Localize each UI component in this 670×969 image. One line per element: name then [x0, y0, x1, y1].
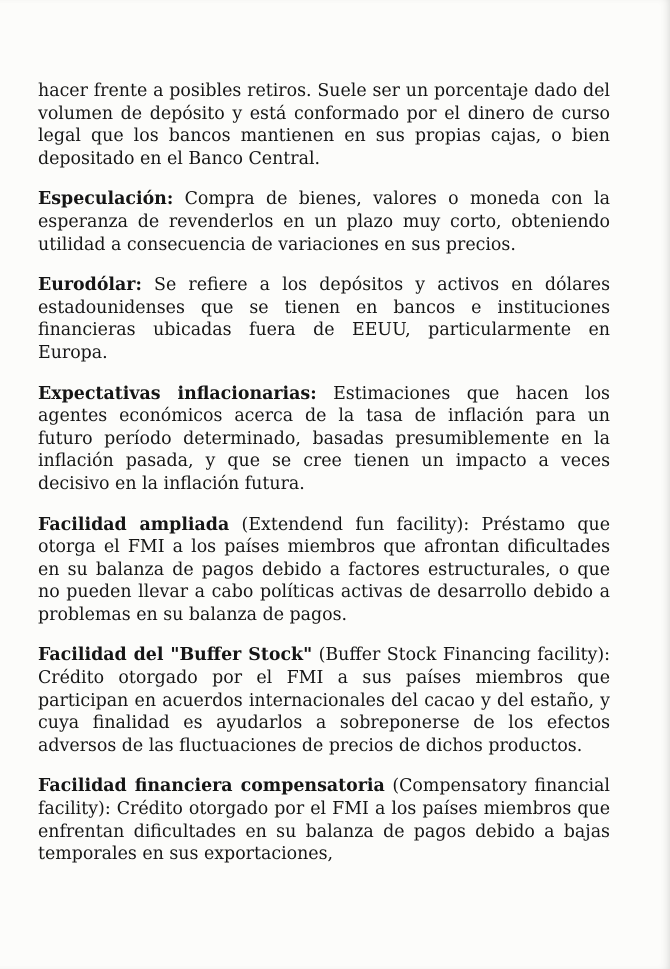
glossary-term: Facilidad ampliada — [38, 514, 230, 535]
glossary-term: Facilidad financiera compensatoria — [38, 776, 385, 797]
glossary-entry-facilidad-buffer-stock — [38, 644, 610, 757]
glossary-entry-facilidad-ampliada — [38, 514, 610, 627]
glossary-entry-especulacion — [38, 188, 610, 256]
glossary-entry-expectativas-inflacionarias — [38, 383, 610, 496]
glossary-definition: Se refiere a los depósitos y activos en dólares estadounidenses que se tienen en bancos e instituciones financieras ubicadas fuera de EEUU, particularmente en Europa. — [38, 275, 610, 363]
glossary-term: Expectativas inflacionarias: — [38, 383, 317, 404]
glossary-term: Facilidad del "Buffer Stock" — [38, 645, 313, 666]
glossary-term: Eurodólar: — [38, 275, 142, 296]
glossary-definition: (Compensatory financial facility): Crédito otorgado por el FMI a los países miembros que enfrentan dificultades en su balanza de pagos debido a bajas temporales en sus exportaciones, — [38, 776, 610, 865]
glossary-entry-eurodolar — [38, 274, 610, 364]
glossary-term: Especulación: — [38, 189, 174, 210]
glossary-text — [38, 80, 610, 884]
glossary-definition: (Buffer Stock Financing facility): Crédito otorgado por el FMI a sus países miembros que participan en acuerdos internacionales del cacao y del estaño, y cuya finalidad es ayudarlos a sobreponerse de los efectos adversos de las fluctuaciones de precios de dichos productos. — [38, 645, 610, 756]
continued-paragraph: hacer frente a posibles retiros. Suele ser un porcentaje dado del volumen de depósito y está conformado por el dinero de curso legal que los bancos mantienen en sus propias cajas, o bien depositado en el Banco Central. — [38, 81, 610, 169]
glossary-definition: Compra de bienes, valores o moneda con la esperanza de revenderlos en un plazo muy corto, obteniendo utilidad a consecuencia de variaciones en sus precios. — [38, 189, 610, 255]
glossary-entry-facilidad-financiera-compensatoria — [38, 775, 610, 865]
glossary-definition: (Extendend fun facility): Préstamo que otorga el FMI a los países miembros que afrontan dificultades en su balanza de pagos debido a factores estructurales, o que no pueden llevar a cabo políticas activas de desarrollo debido a problemas en su balanza de pagos. — [38, 514, 610, 625]
glossary-definition: Estimaciones que hacen los agentes económicos acerca de la tasa de inflación para un futuro período determinado, basadas presumiblemente en la inflación pasada, y que se cree tienen un impacto a veces decisivo en la inflación futura. — [38, 383, 610, 494]
